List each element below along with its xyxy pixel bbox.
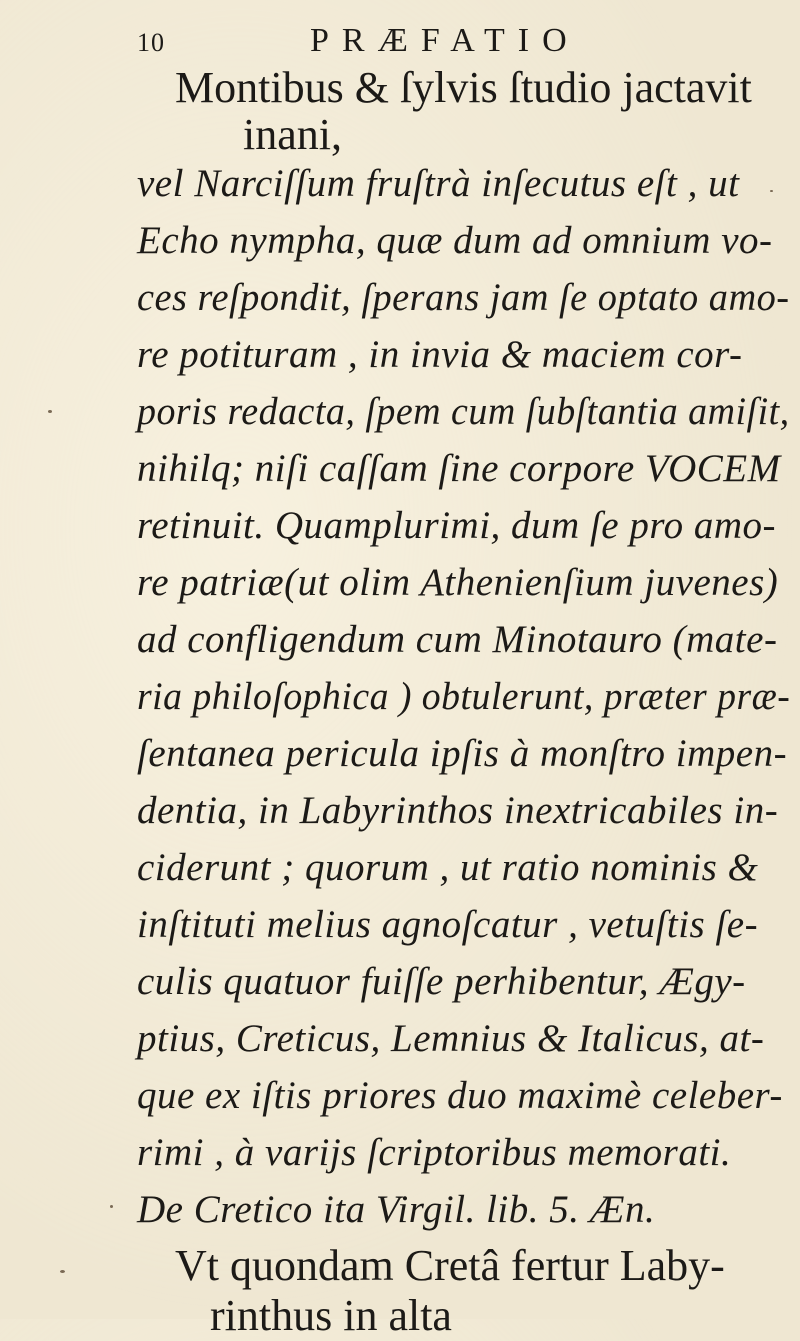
text-line: re patriæ(ut olim Athenienſium juvenes) bbox=[137, 561, 779, 604]
page-number: 10 bbox=[137, 28, 165, 57]
text-line: ad confligendum cum Minotauro (mate- bbox=[137, 618, 778, 661]
text-line: De Cretico ita Virgil. lib. 5. Æn. bbox=[137, 1188, 656, 1231]
text-line: ces reſpondit, ſperans jam ſe optato amo- bbox=[137, 276, 790, 319]
text-line: retinuit. Quamplurimi, dum ſe pro amo- bbox=[137, 504, 777, 547]
text-line: ptius, Creticus, Lemnius & Italicus, at- bbox=[137, 1017, 765, 1060]
text-line: vel Narciſſum fruſtrà inſecutus eſt , ut bbox=[137, 162, 740, 205]
paper-speck bbox=[60, 1270, 65, 1273]
text-line: re potituram , in invia & maciem cor- bbox=[137, 333, 743, 376]
text-line: ria philoſophica ) obtulerunt, præter præ- bbox=[137, 675, 791, 718]
text-line: rinthus in alta bbox=[210, 1291, 452, 1340]
paper-speck bbox=[110, 1205, 113, 1208]
paper-speck bbox=[48, 410, 52, 413]
text-line: ſentanea pericula ipſis à monſtro impen- bbox=[137, 732, 788, 775]
text-line: ciderunt ; quorum , ut ratio nominis & bbox=[137, 846, 759, 889]
text-line: que ex iſtis priores duo maximè celeber- bbox=[137, 1074, 783, 1117]
text-line: dentia, in Labyrinthos inextricabiles in- bbox=[137, 789, 779, 832]
text-line: Echo nympha, quæ dum ad omnium vo- bbox=[137, 219, 773, 262]
paper-speck bbox=[770, 190, 773, 192]
text-line: rimi , à varijs ſcriptoribus memorati. bbox=[137, 1131, 732, 1174]
text-line: Montibus & ſylvis ſtudio jactavit bbox=[175, 63, 752, 112]
text-line: nihilq; niſi caſſam ſine corpore VOCEM bbox=[137, 447, 781, 490]
text-line: inani, bbox=[243, 110, 342, 159]
text-line: Vt quondam Cretâ fertur Laby- bbox=[175, 1241, 725, 1290]
text-line: poris redacta, ſpem cum ſubſtantia amiſit, bbox=[137, 390, 790, 433]
running-title: PRÆFATIO bbox=[310, 22, 580, 59]
text-line: culis quatuor fuiſſe perhibentur, Ægy- bbox=[137, 960, 746, 1003]
text-line: inſtituti melius agnoſcatur , vetuſtis ſe- bbox=[137, 903, 759, 946]
